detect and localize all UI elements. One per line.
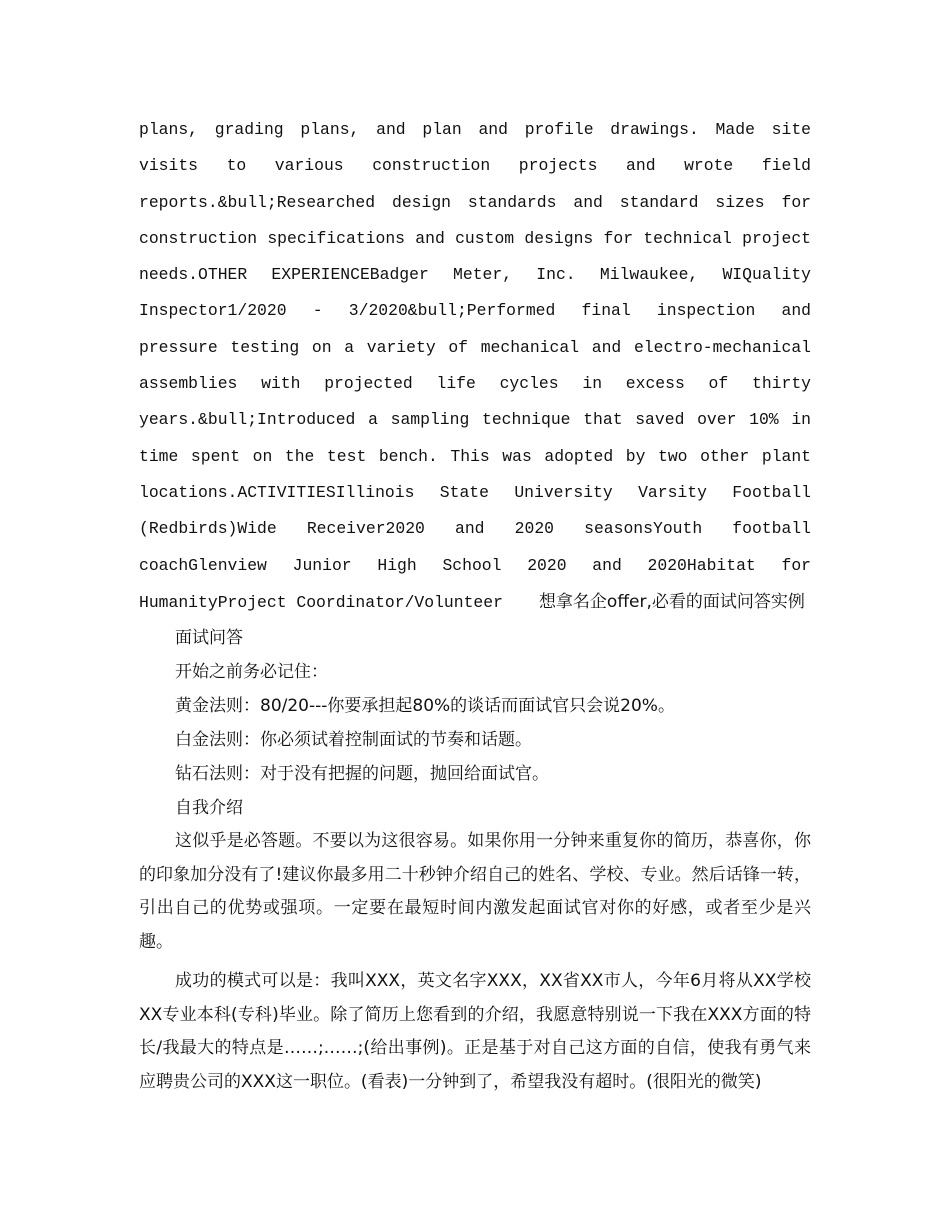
offer-heading: 想拿名企offer,必看的面试问答实例 [538,591,805,612]
document-page [139,112,811,1099]
platinum-rule: 白金法则：你必须试着控制面试的节奏和话题。 [175,730,532,751]
diamond-rule: 钻石法则：对于没有把握的问题，抛回给面试官。 [175,764,549,785]
resume-english-body: plans, grading plans, and plan and profile drawings. Made site visits to various construction projects and wrote field reports.&bull;Researched design standards and standard sizes for construction specifications and custom designs for technical project needs.OTHER EXPERIENCEBadger Meter, Inc. Milwaukee, WIQuality Inspector1/2020 - 3/2020&bull;Performed final inspection and pressure testing on a variety of mechanical and electro-mechanical assemblies with projected life cycles in excess of thirty years.&bull;Introduced a sampling technique that saved over 10% in time spent on the test bench. This was adopted by two other plant locations.ACTIVITIESIllinois State University Varsity Football (Redbirds)Wide Receiver2020 and 2020 seasonsYouth football coachGlenview Junior High School 2020 and 2020Habitat for HumanityProject Coordinator/Volunteer [139,120,811,612]
before-start-note: 开始之前务必记住： [175,662,328,683]
qa-heading: 面试问答 [175,628,243,649]
model-paragraph: 成功的模式可以是：我叫XXX，英文名字XXX，XX省XX市人，今年6月将从XX学校XX专业本科(专科)毕业。除了简历上您看到的介绍，我愿意特别说一下我在XXX方面的特长/我最大的特点是……;……;(给出事例)。正是基于对自己这方面的自信，使我有勇气来应聘贵公司的XXX这一职位。(看表)一分钟到了，希望我没有超时。(很阳光的微笑) [139,971,811,1092]
gold-rule: 黄金法则：80/20---你要承担起80%的谈话而面试官只会说20%。 [175,696,675,717]
intro-heading: 自我介绍 [175,798,243,819]
intro-paragraph: 这似乎是必答题。不要以为这很容易。如果你用一分钟来重复你的简历，恭喜你，你的印象加分没有了!建议你最多用二十秒钟介绍自己的姓名、学校、专业。然后话锋一转，引出自己的优势或强项。一定要在最短时间内激发起面试官对你的好感，或者至少是兴趣。 [139,831,811,952]
resume-english-text [139,112,811,621]
